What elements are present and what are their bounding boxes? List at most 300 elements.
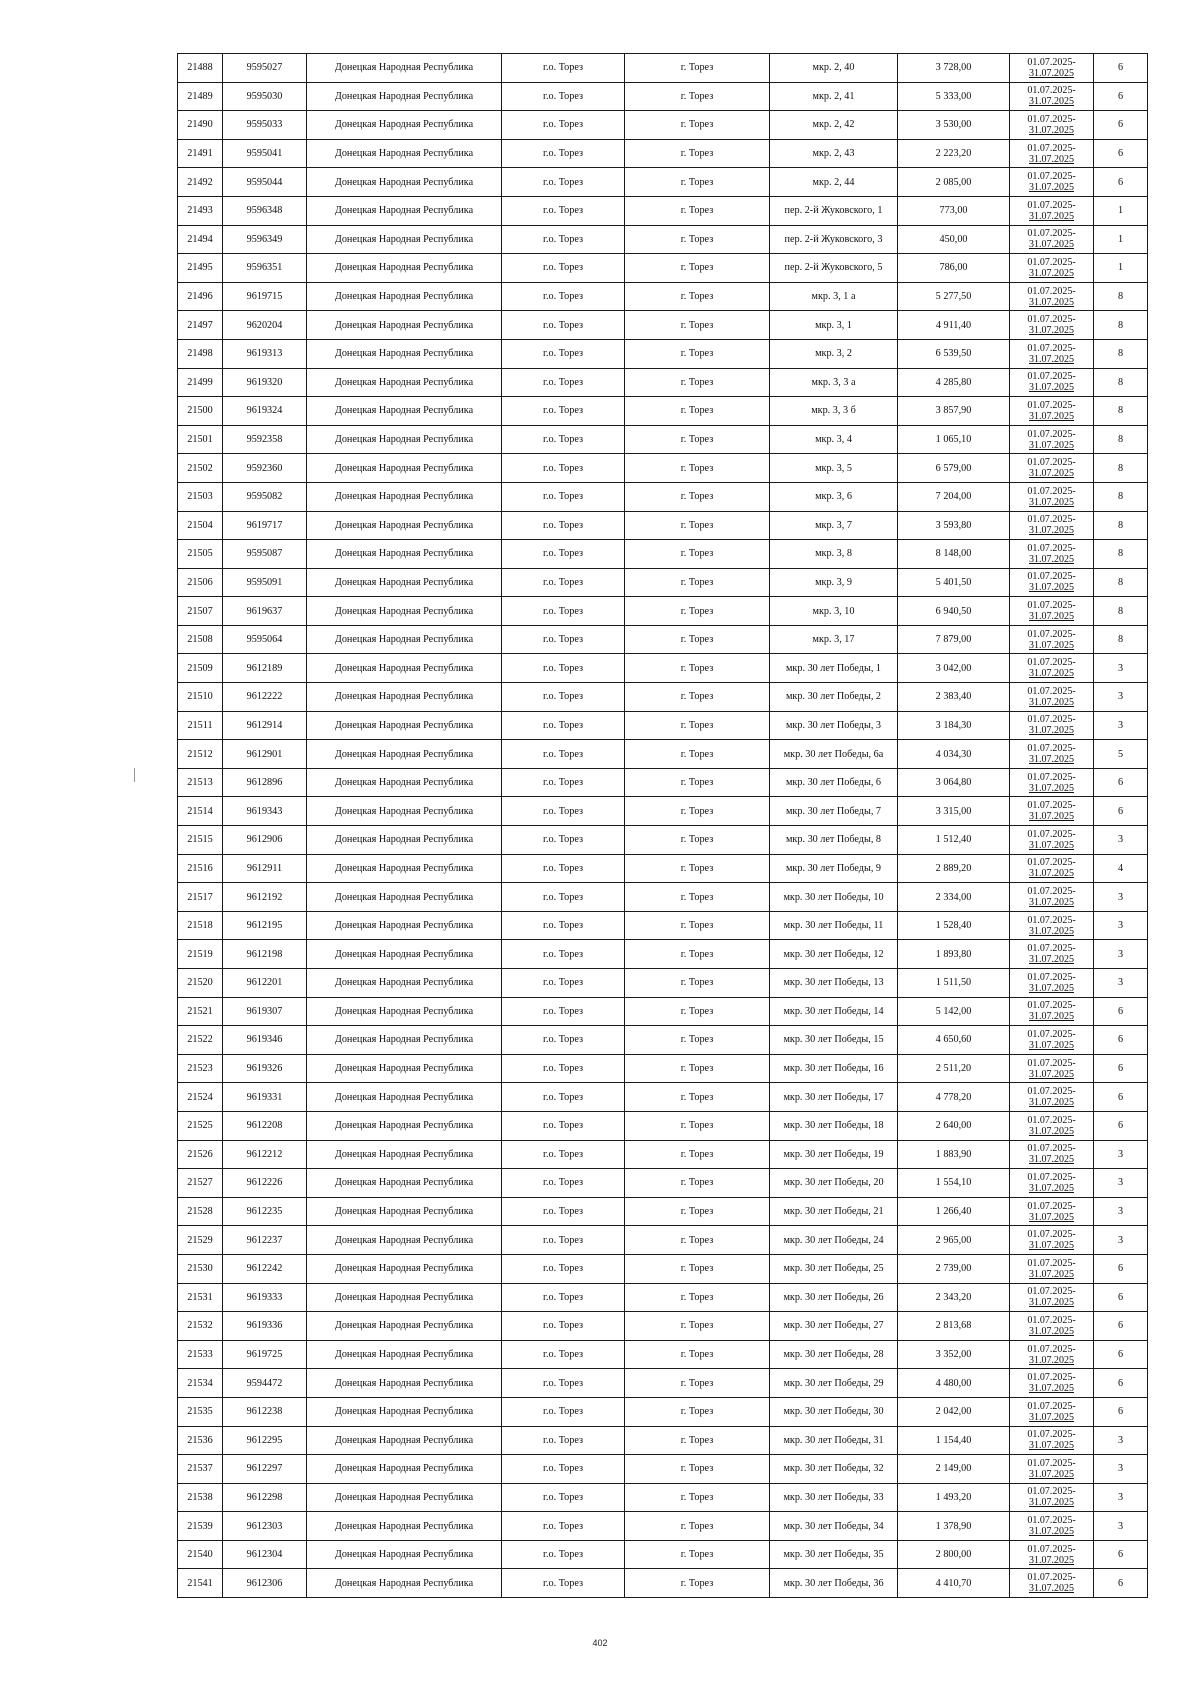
period-cell [1010,54,1094,83]
region-cell: Донецкая Народная Республика [307,1455,502,1484]
region-cell: Донецкая Народная Республика [307,282,502,311]
period-cell [1010,311,1094,340]
period-end: 31.07.2025 [1029,611,1074,623]
district-cell: г.о. Торез [502,339,625,368]
table-row [178,568,1148,597]
city-cell: г. Торез [625,597,770,626]
city-cell: г. Торез [625,683,770,712]
city-cell: г. Торез [625,1140,770,1169]
period-end: 31.07.2025 [1029,782,1074,794]
row-number-cell: 21516 [178,854,223,883]
row-number-cell: 21539 [178,1512,223,1541]
city-cell: г. Торез [625,54,770,83]
city-cell: г. Торез [625,397,770,426]
row-number-cell: 21507 [178,597,223,626]
period-end: 31.07.2025 [1029,668,1074,680]
period-start: 01.07.2025- [1027,1515,1076,1527]
period-start: 01.07.2025- [1027,886,1076,898]
region-cell: Донецкая Народная Республика [307,511,502,540]
row-number-cell: 21505 [178,540,223,569]
city-cell: г. Торез [625,997,770,1026]
area-cell: 2 334,00 [898,883,1010,912]
count-cell: 1 [1094,225,1148,254]
period-end: 31.07.2025 [1029,1468,1074,1480]
city-cell: г. Торез [625,1540,770,1569]
period-start: 01.07.2025- [1027,342,1076,354]
row-number-cell: 21536 [178,1426,223,1455]
period-end: 31.07.2025 [1029,496,1074,508]
address-cell: мкр. 30 лет Победы, 16 [770,1054,898,1083]
object-id-cell: 9619725 [223,1340,307,1369]
region-cell: Донецкая Народная Республика [307,1540,502,1569]
table-row [178,1169,1148,1198]
period-end: 31.07.2025 [1029,96,1074,108]
count-cell: 8 [1094,568,1148,597]
address-cell: мкр. 30 лет Победы, 10 [770,883,898,912]
object-id-cell: 9595087 [223,540,307,569]
period-end: 31.07.2025 [1029,382,1074,394]
table-row [178,969,1148,998]
object-id-cell: 9619346 [223,1026,307,1055]
table-row [178,254,1148,283]
city-cell: г. Торез [625,1169,770,1198]
row-number-cell: 21495 [178,254,223,283]
scan-mark [134,768,139,782]
region-cell: Донецкая Народная Республика [307,1283,502,1312]
district-cell: г.о. Торез [502,826,625,855]
table-row [178,683,1148,712]
city-cell: г. Торез [625,1026,770,1055]
count-cell: 3 [1094,1140,1148,1169]
period-start: 01.07.2025- [1027,657,1076,669]
period-cell [1010,511,1094,540]
period-start: 01.07.2025- [1027,771,1076,783]
city-cell: г. Торез [625,797,770,826]
count-cell: 5 [1094,740,1148,769]
row-number-cell: 21522 [178,1026,223,1055]
object-id-cell: 9612911 [223,854,307,883]
region-cell: Донецкая Народная Республика [307,54,502,83]
count-cell: 8 [1094,482,1148,511]
object-id-cell: 9619331 [223,1083,307,1112]
region-cell: Донецкая Народная Республика [307,625,502,654]
region-cell: Донецкая Народная Республика [307,454,502,483]
district-cell: г.о. Торез [502,1054,625,1083]
object-id-cell: 9595030 [223,82,307,111]
period-cell [1010,1340,1094,1369]
count-cell: 8 [1094,597,1148,626]
period-end: 31.07.2025 [1029,296,1074,308]
area-cell: 1 511,50 [898,969,1010,998]
district-cell: г.о. Торез [502,397,625,426]
city-cell: г. Торез [625,139,770,168]
period-start: 01.07.2025- [1027,1086,1076,1098]
address-cell: мкр. 2, 43 [770,139,898,168]
period-start: 01.07.2025- [1027,1429,1076,1441]
address-cell: мкр. 30 лет Победы, 19 [770,1140,898,1169]
object-id-cell: 9592360 [223,454,307,483]
region-cell: Донецкая Народная Республика [307,1312,502,1341]
period-start: 01.07.2025- [1027,314,1076,326]
address-cell: мкр. 30 лет Победы, 12 [770,940,898,969]
address-cell: мкр. 30 лет Победы, 30 [770,1397,898,1426]
count-cell: 8 [1094,282,1148,311]
region-cell: Донецкая Народная Республика [307,168,502,197]
district-cell: г.о. Торез [502,625,625,654]
area-cell: 5 333,00 [898,82,1010,111]
area-cell: 3 728,00 [898,54,1010,83]
district-cell: г.о. Торез [502,1026,625,1055]
period-cell [1010,82,1094,111]
object-id-cell: 9619343 [223,797,307,826]
address-cell: мкр. 30 лет Победы, 18 [770,1111,898,1140]
table-row [178,1397,1148,1426]
region-cell: Донецкая Народная Республика [307,397,502,426]
object-id-cell: 9594472 [223,1369,307,1398]
area-cell: 2 965,00 [898,1226,1010,1255]
district-cell: г.о. Торез [502,139,625,168]
area-cell: 450,00 [898,225,1010,254]
city-cell: г. Торез [625,940,770,969]
period-end: 31.07.2025 [1029,1154,1074,1166]
district-cell: г.о. Торез [502,1169,625,1198]
district-cell: г.о. Торез [502,454,625,483]
district-cell: г.о. Торез [502,1540,625,1569]
region-cell: Донецкая Народная Республика [307,826,502,855]
count-cell: 4 [1094,854,1148,883]
table-row [178,1111,1148,1140]
period-end: 31.07.2025 [1029,1182,1074,1194]
row-number-cell: 21489 [178,82,223,111]
table-row [178,139,1148,168]
period-start: 01.07.2025- [1027,85,1076,97]
period-end: 31.07.2025 [1029,1268,1074,1280]
object-id-cell: 9596349 [223,225,307,254]
table-row [178,1254,1148,1283]
count-cell: 3 [1094,1169,1148,1198]
row-number-cell: 21535 [178,1397,223,1426]
address-cell: мкр. 30 лет Победы, 20 [770,1169,898,1198]
object-id-cell: 9612298 [223,1483,307,1512]
table-row [178,82,1148,111]
district-cell: г.о. Торез [502,1197,625,1226]
area-cell: 3 530,00 [898,111,1010,140]
period-end: 31.07.2025 [1029,1240,1074,1252]
row-number-cell: 21538 [178,1483,223,1512]
object-id-cell: 9619320 [223,368,307,397]
address-cell: мкр. 30 лет Победы, 24 [770,1226,898,1255]
period-cell [1010,969,1094,998]
period-start: 01.07.2025- [1027,800,1076,812]
area-cell: 3 857,90 [898,397,1010,426]
area-cell: 1 378,90 [898,1512,1010,1541]
area-cell: 1 065,10 [898,425,1010,454]
row-number-cell: 21521 [178,997,223,1026]
row-number-cell: 21531 [178,1283,223,1312]
period-end: 31.07.2025 [1029,1497,1074,1509]
object-id-cell: 9595091 [223,568,307,597]
row-number-cell: 21520 [178,969,223,998]
period-cell [1010,1483,1094,1512]
period-cell [1010,454,1094,483]
period-cell [1010,1169,1094,1198]
count-cell: 6 [1094,1111,1148,1140]
period-start: 01.07.2025- [1027,1028,1076,1040]
area-cell: 3 184,30 [898,711,1010,740]
table-row [178,54,1148,83]
period-start: 01.07.2025- [1027,1171,1076,1183]
region-cell: Донецкая Народная Республика [307,482,502,511]
address-cell: мкр. 30 лет Победы, 31 [770,1426,898,1455]
district-cell: г.о. Торез [502,282,625,311]
period-start: 01.07.2025- [1027,1486,1076,1498]
count-cell: 3 [1094,969,1148,998]
district-cell: г.о. Торез [502,883,625,912]
area-cell: 3 042,00 [898,654,1010,683]
table-row [178,1426,1148,1455]
period-cell [1010,425,1094,454]
count-cell: 3 [1094,1426,1148,1455]
object-id-cell: 9612303 [223,1512,307,1541]
area-cell: 2 813,68 [898,1312,1010,1341]
city-cell: г. Торез [625,482,770,511]
area-cell: 2 042,00 [898,1397,1010,1426]
period-start: 01.07.2025- [1027,943,1076,955]
row-number-cell: 21526 [178,1140,223,1169]
region-cell: Донецкая Народная Республика [307,969,502,998]
city-cell: г. Торез [625,1254,770,1283]
period-end: 31.07.2025 [1029,696,1074,708]
address-cell: пер. 2-й Жуковского, 3 [770,225,898,254]
district-cell: г.о. Торез [502,1312,625,1341]
city-cell: г. Торез [625,1111,770,1140]
district-cell: г.о. Торез [502,1369,625,1398]
table-row [178,1083,1148,1112]
area-cell: 2 085,00 [898,168,1010,197]
region-cell: Донецкая Народная Республика [307,425,502,454]
count-cell: 6 [1094,1054,1148,1083]
district-cell: г.о. Торез [502,740,625,769]
row-number-cell: 21509 [178,654,223,683]
page-number: 402 [592,1638,608,1648]
table-row [178,597,1148,626]
row-number-cell: 21513 [178,768,223,797]
period-cell [1010,911,1094,940]
district-cell: г.о. Торез [502,854,625,883]
table-row [178,1369,1148,1398]
period-cell [1010,1426,1094,1455]
address-cell: мкр. 30 лет Победы, 6 [770,768,898,797]
table-row [178,1026,1148,1055]
area-cell: 4 778,20 [898,1083,1010,1112]
period-cell [1010,1283,1094,1312]
period-end: 31.07.2025 [1029,468,1074,480]
period-cell [1010,111,1094,140]
area-cell: 2 343,20 [898,1283,1010,1312]
region-cell: Донецкая Народная Республика [307,797,502,826]
address-cell: мкр. 30 лет Победы, 26 [770,1283,898,1312]
row-number-cell: 21541 [178,1569,223,1598]
district-cell: г.о. Торез [502,997,625,1026]
object-id-cell: 9620204 [223,311,307,340]
count-cell: 6 [1094,168,1148,197]
row-number-cell: 21530 [178,1254,223,1283]
object-id-cell: 9619307 [223,997,307,1026]
count-cell: 1 [1094,196,1148,225]
object-id-cell: 9612222 [223,683,307,712]
city-cell: г. Торез [625,854,770,883]
count-cell: 1 [1094,254,1148,283]
period-start: 01.07.2025- [1027,1114,1076,1126]
district-cell: г.о. Торез [502,597,625,626]
period-start: 01.07.2025- [1027,1257,1076,1269]
city-cell: г. Торез [625,168,770,197]
area-cell: 1 154,40 [898,1426,1010,1455]
period-end: 31.07.2025 [1029,1011,1074,1023]
address-cell: мкр. 3, 1 а [770,282,898,311]
period-cell [1010,482,1094,511]
period-start: 01.07.2025- [1027,1286,1076,1298]
period-start: 01.07.2025- [1027,600,1076,612]
table-row [178,1483,1148,1512]
area-cell: 4 480,00 [898,1369,1010,1398]
address-cell: мкр. 30 лет Победы, 15 [770,1026,898,1055]
table-row [178,1512,1148,1541]
object-id-cell: 9612212 [223,1140,307,1169]
period-start: 01.07.2025- [1027,1000,1076,1012]
object-id-cell: 9612306 [223,1569,307,1598]
district-cell: г.о. Торез [502,1512,625,1541]
period-cell [1010,883,1094,912]
row-number-cell: 21504 [178,511,223,540]
city-cell: г. Торез [625,768,770,797]
address-cell: мкр. 3, 3 б [770,397,898,426]
period-end: 31.07.2025 [1029,1068,1074,1080]
period-end: 31.07.2025 [1029,1583,1074,1595]
address-cell: мкр. 30 лет Победы, 36 [770,1569,898,1598]
period-end: 31.07.2025 [1029,982,1074,994]
table-row [178,397,1148,426]
region-cell: Донецкая Народная Республика [307,883,502,912]
period-end: 31.07.2025 [1029,725,1074,737]
region-cell: Донецкая Народная Республика [307,139,502,168]
period-start: 01.07.2025- [1027,714,1076,726]
area-cell: 3 315,00 [898,797,1010,826]
count-cell: 8 [1094,368,1148,397]
table-row [178,282,1148,311]
period-cell [1010,1026,1094,1055]
address-cell: мкр. 30 лет Победы, 7 [770,797,898,826]
period-end: 31.07.2025 [1029,1125,1074,1137]
object-id-cell: 9612237 [223,1226,307,1255]
address-cell: мкр. 30 лет Победы, 14 [770,997,898,1026]
region-cell: Донецкая Народная Республика [307,1169,502,1198]
period-start: 01.07.2025- [1027,399,1076,411]
table-row [178,797,1148,826]
count-cell: 8 [1094,540,1148,569]
region-cell: Донецкая Народная Республика [307,1026,502,1055]
district-cell: г.о. Торез [502,511,625,540]
region-cell: Донецкая Народная Республика [307,683,502,712]
object-id-cell: 9612208 [223,1111,307,1140]
period-end: 31.07.2025 [1029,525,1074,537]
period-end: 31.07.2025 [1029,1354,1074,1366]
period-end: 31.07.2025 [1029,210,1074,222]
area-cell: 773,00 [898,196,1010,225]
table-row [178,711,1148,740]
period-cell [1010,397,1094,426]
area-cell: 8 148,00 [898,540,1010,569]
count-cell: 8 [1094,511,1148,540]
city-cell: г. Торез [625,111,770,140]
table-row [178,368,1148,397]
count-cell: 6 [1094,1569,1148,1598]
city-cell: г. Торез [625,311,770,340]
period-cell [1010,1569,1094,1598]
count-cell: 3 [1094,1455,1148,1484]
row-number-cell: 21519 [178,940,223,969]
address-cell: мкр. 30 лет Победы, 32 [770,1455,898,1484]
city-cell: г. Торез [625,1283,770,1312]
region-cell: Донецкая Народная Республика [307,339,502,368]
address-cell: мкр. 30 лет Победы, 35 [770,1540,898,1569]
period-cell [1010,826,1094,855]
object-id-cell: 9595064 [223,625,307,654]
period-end: 31.07.2025 [1029,1325,1074,1337]
count-cell: 3 [1094,1226,1148,1255]
area-cell: 4 285,80 [898,368,1010,397]
period-end: 31.07.2025 [1029,1211,1074,1223]
count-cell: 6 [1094,797,1148,826]
table-row [178,768,1148,797]
table-row [178,1569,1148,1598]
region-cell: Донецкая Народная Республика [307,225,502,254]
table-row [178,225,1148,254]
address-cell: мкр. 3, 2 [770,339,898,368]
address-cell: мкр. 30 лет Победы, 21 [770,1197,898,1226]
address-cell: мкр. 3, 10 [770,597,898,626]
period-end: 31.07.2025 [1029,582,1074,594]
period-start: 01.07.2025- [1027,628,1076,640]
district-cell: г.о. Торез [502,311,625,340]
table-row [178,311,1148,340]
table-row [178,997,1148,1026]
count-cell: 3 [1094,683,1148,712]
district-cell: г.о. Торез [502,168,625,197]
district-cell: г.о. Торез [502,368,625,397]
period-end: 31.07.2025 [1029,1411,1074,1423]
row-number-cell: 21537 [178,1455,223,1484]
row-number-cell: 21523 [178,1054,223,1083]
table-row [178,911,1148,940]
region-cell: Донецкая Народная Республика [307,196,502,225]
period-cell [1010,854,1094,883]
row-number-cell: 21488 [178,54,223,83]
count-cell: 6 [1094,1340,1148,1369]
period-cell [1010,797,1094,826]
area-cell: 1 528,40 [898,911,1010,940]
area-cell: 4 911,40 [898,311,1010,340]
region-cell: Донецкая Народная Республика [307,1226,502,1255]
area-cell: 7 204,00 [898,482,1010,511]
city-cell: г. Торез [625,1483,770,1512]
period-end: 31.07.2025 [1029,1297,1074,1309]
table-row [178,1540,1148,1569]
period-start: 01.07.2025- [1027,142,1076,154]
area-cell: 4 034,30 [898,740,1010,769]
count-cell: 3 [1094,654,1148,683]
district-cell: г.о. Торез [502,1283,625,1312]
